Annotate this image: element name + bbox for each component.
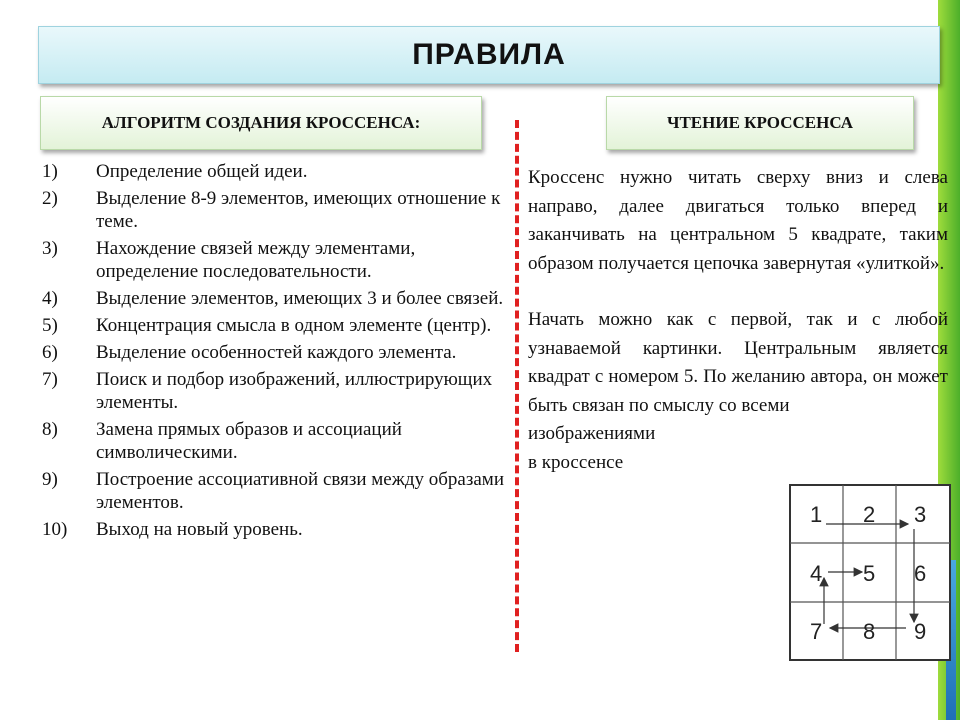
list-item [42,468,507,514]
grid-cell-8: 8 [863,619,876,644]
step-text: Концентрация смысла в одном элементе (центр). [96,315,492,336]
list-item [42,314,507,337]
step-number: 9) [42,469,58,490]
step-text: Выделение 8-9 элементов, имеющих отношение к теме. [96,188,501,232]
reading-paragraph-2-line-1: изображениями [528,423,656,444]
list-item [42,518,507,541]
grid-cell-1: 1 [810,502,823,527]
algorithm-steps-list [42,160,507,545]
step-number: 6) [42,342,58,363]
step-number: 1) [42,161,58,182]
step-number: 5) [42,315,58,336]
dashed-divider [515,120,519,652]
step-number: 8) [42,419,58,440]
step-number: 4) [42,288,58,309]
list-item [42,368,507,414]
algorithm-header [40,96,482,150]
step-number: 10) [42,519,68,540]
reading-paragraph-2-line-2: в кроссенсе [528,451,624,473]
crossens-grid-diagram [788,484,952,662]
step-text: Выход на новый уровень. [96,519,303,540]
list-item [42,237,507,283]
step-text: Нахождение связей между элементами, определение последовательности. [96,238,416,282]
step-number: 2) [42,188,58,209]
page-title: ПРАВИЛА [412,38,566,71]
grid-cell-9: 9 [914,619,927,644]
grid-cell-6: 6 [914,561,927,586]
grid-cell-5: 5 [863,561,876,586]
grid-cell-3: 3 [914,502,927,527]
reading-header [606,96,914,150]
title-banner [38,26,940,84]
grid-cell-4: 4 [810,561,823,586]
step-number: 7) [42,369,58,390]
list-item [42,341,507,364]
step-number: 3) [42,238,58,259]
step-text: Определение общей идеи. [96,161,308,182]
algorithm-header-label: АЛГОРИТМ СОЗДАНИЯ КРОССЕНСА: [101,113,421,132]
step-text: Построение ассоциативной связи между образами элементов. [96,469,504,513]
grid-cell-2: 2 [863,502,876,527]
reading-paragraph-2: Начать можно как с первой, так и с любой узнаваемой картинки. Центральным является квадрат с номером 5. По желанию автора, он может быть связан по смыслу со всеми [528,309,948,416]
grid-cell-7: 7 [810,619,823,644]
reading-text [528,164,948,477]
step-text: Выделение элементов, имеющих 3 и более связей. [96,288,504,309]
list-item [42,187,507,233]
reading-header-label: ЧТЕНИЕ КРОССЕНСА [666,113,854,132]
list-item [42,418,507,464]
list-item [42,287,507,310]
list-item [42,160,507,183]
step-text: Выделение особенностей каждого элемента. [96,342,457,363]
reading-paragraph-1: Кроссенс нужно читать сверху вниз и слева направо, далее двигаться только вперед и заканчивать на центральном 5 квадрате, таким образом получается цепочка завернутая «улиткой». [528,167,948,274]
step-text: Замена прямых образов и ассоциаций символическими. [96,419,402,463]
step-text: Поиск и подбор изображений, иллюстрирующих элементы. [96,369,493,413]
